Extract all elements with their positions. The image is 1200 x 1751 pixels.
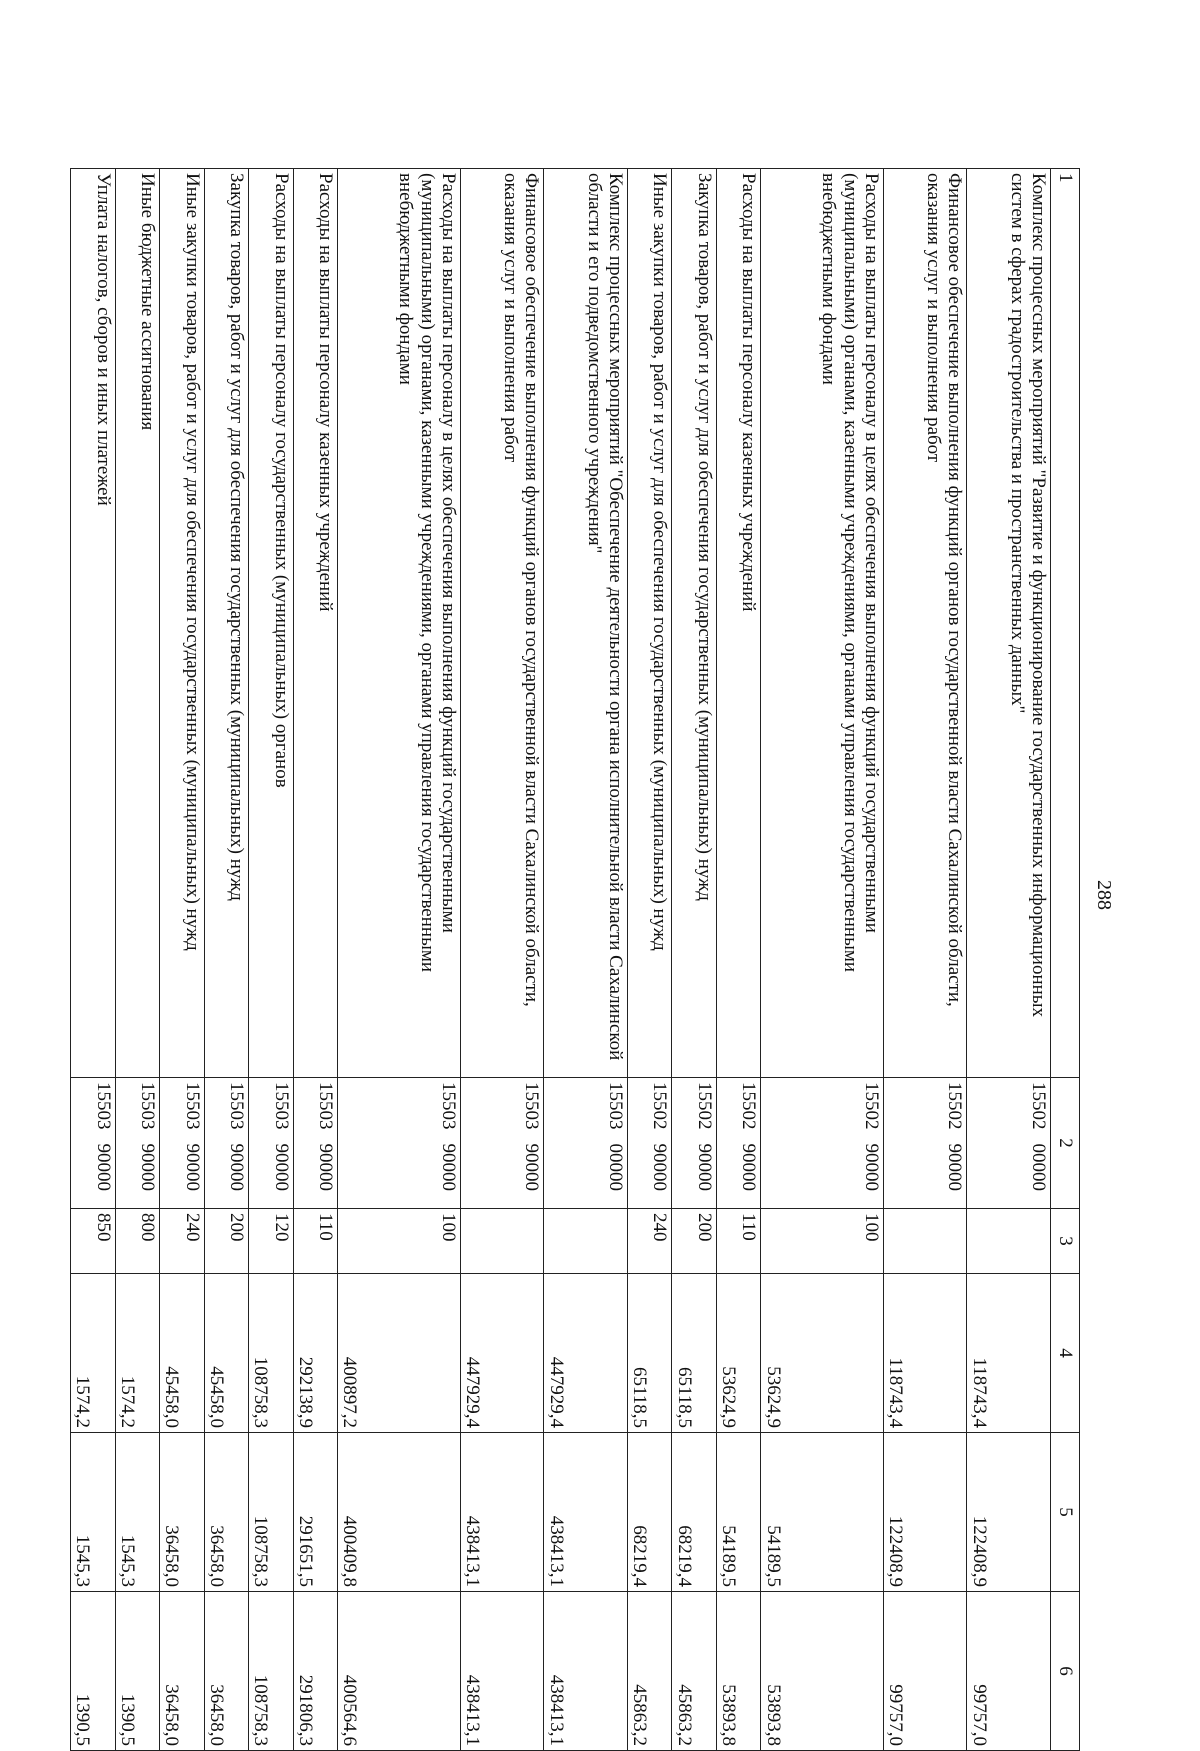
- row-code-program: 15503: [270, 1082, 292, 1130]
- row-code-program: 15502: [693, 1082, 715, 1130]
- row-value-col4: 292138,9: [293, 1274, 338, 1433]
- row-code: [160, 1078, 205, 1209]
- row-code-direction: 90000: [693, 1143, 715, 1191]
- page-number: 288: [1093, 880, 1115, 910]
- row-value-col4: 400897,2: [338, 1274, 461, 1433]
- row-expense-type: [544, 1209, 628, 1274]
- table-row: [204, 169, 249, 1751]
- row-code: [460, 1078, 544, 1209]
- row-expense-type: 100: [761, 1209, 884, 1274]
- row-code-program: 15502: [860, 1082, 882, 1130]
- row-code-direction: 90000: [437, 1143, 459, 1191]
- row-value-col6: 53893,8: [716, 1592, 761, 1751]
- header-col-4: 4: [1051, 1274, 1080, 1433]
- row-value-col5: 438413,1: [460, 1433, 544, 1592]
- row-expense-type: 850: [71, 1209, 116, 1274]
- row-code: [115, 1078, 160, 1209]
- row-value-col5: 1545,3: [71, 1433, 116, 1592]
- row-code-program: 15502: [649, 1082, 671, 1130]
- row-value-col4: 1574,2: [71, 1274, 116, 1433]
- row-code: [71, 1078, 116, 1209]
- row-value-col6: 36458,0: [160, 1592, 205, 1751]
- table-row: [761, 169, 884, 1751]
- row-value-col6: 438413,1: [460, 1592, 544, 1751]
- row-name: Расходы на выплаты персоналу государственных (муниципальных) органов: [249, 169, 294, 1078]
- row-code-direction: 90000: [521, 1143, 543, 1191]
- row-name: Закупка товаров, работ и услуг для обеспечения государственных (муниципальных) нужд: [672, 169, 717, 1078]
- row-expense-type: 240: [627, 1209, 672, 1274]
- row-name: Комплекс процессных мероприятий "Развитие и функционирование государственных информационных систем в сферах градостроительства и пространственных данных": [967, 169, 1051, 1078]
- row-value-col6: 291806,3: [293, 1592, 338, 1751]
- row-name: Финансовое обеспечение выполнения функций органов государственной власти Сахалинской области, оказания услуг и выполнения работ: [460, 169, 544, 1078]
- row-code-direction: 90000: [649, 1143, 671, 1191]
- row-value-col5: 400409,8: [338, 1433, 461, 1592]
- header-col-6: 6: [1051, 1592, 1080, 1751]
- row-code-direction: 90000: [137, 1143, 159, 1191]
- table-row: [249, 169, 294, 1751]
- row-name: Иные бюджетные ассигнования: [115, 169, 160, 1078]
- row-value-col5: 68219,4: [627, 1433, 672, 1592]
- budget-table-grid: [70, 168, 1080, 1751]
- row-expense-type: 100: [338, 1209, 461, 1274]
- row-expense-type: 120: [249, 1209, 294, 1274]
- row-value-col6: 36458,0: [204, 1592, 249, 1751]
- row-code-program: 15502: [738, 1082, 760, 1130]
- row-name: Расходы на выплаты персоналу казенных учреждений: [293, 169, 338, 1078]
- row-code-direction: 00000: [1028, 1143, 1049, 1191]
- table-row: [627, 169, 672, 1751]
- row-value-col6: 400564,6: [338, 1592, 461, 1751]
- row-value-col4: 118743,4: [883, 1274, 967, 1433]
- row-code: [967, 1078, 1051, 1209]
- row-value-col6: 53893,8: [761, 1592, 884, 1751]
- table-row: [716, 169, 761, 1751]
- row-value-col5: 36458,0: [160, 1433, 205, 1592]
- row-code-direction: 90000: [860, 1143, 882, 1191]
- row-name: Иные закупки товаров, работ и услуг для обеспечения государственных (муниципальных) нужд: [160, 169, 205, 1078]
- row-code: [716, 1078, 761, 1209]
- header-col-1: 1: [1051, 169, 1080, 1078]
- row-code-direction: 90000: [944, 1143, 966, 1191]
- table-row: [338, 169, 461, 1751]
- table-row: [967, 169, 1051, 1751]
- row-name: Расходы на выплаты персоналу казенных учреждений: [716, 169, 761, 1078]
- row-value-col4: 65118,5: [672, 1274, 717, 1433]
- row-code-direction: 90000: [226, 1143, 248, 1191]
- header-col-3: 3: [1051, 1209, 1080, 1274]
- row-code-direction: 90000: [270, 1143, 292, 1191]
- row-value-col5: 438413,1: [544, 1433, 628, 1592]
- table-header-row: [1051, 169, 1080, 1751]
- row-value-col4: 45458,0: [204, 1274, 249, 1433]
- row-value-col4: 53624,9: [716, 1274, 761, 1433]
- row-code: [761, 1078, 884, 1209]
- row-value-col5: 68219,4: [672, 1433, 717, 1592]
- table-row: [71, 169, 116, 1751]
- row-name: Закупка товаров, работ и услуг для обеспечения государственных (муниципальных) нужд: [204, 169, 249, 1078]
- table-row: [293, 169, 338, 1751]
- budget-table: [70, 168, 1080, 1746]
- row-value-col4: 118743,4: [967, 1274, 1051, 1433]
- row-value-col6: 45863,2: [627, 1592, 672, 1751]
- row-code: [293, 1078, 338, 1209]
- row-expense-type: 200: [204, 1209, 249, 1274]
- row-code-direction: 90000: [315, 1143, 337, 1191]
- row-code: [249, 1078, 294, 1209]
- row-code-program: 15503: [604, 1082, 626, 1130]
- row-value-col5: 36458,0: [204, 1433, 249, 1592]
- row-code-direction: 00000: [604, 1143, 626, 1191]
- row-value-col4: 53624,9: [761, 1274, 884, 1433]
- table-row: [460, 169, 544, 1751]
- row-name: Финансовое обеспечение выполнения функций органов государственной власти Сахалинской области, оказания услуг и выполнения работ: [883, 169, 967, 1078]
- row-name: Расходы на выплаты персоналу в целях обеспечения выполнения функций государственными (муниципальными) органами, казенными учреждениями, органами управления государственными внебюджетными фондами: [338, 169, 461, 1078]
- row-expense-type: 200: [672, 1209, 717, 1274]
- row-value-col4: 45458,0: [160, 1274, 205, 1433]
- row-code-program: 15503: [181, 1082, 203, 1130]
- row-value-col5: 54189,5: [716, 1433, 761, 1592]
- row-value-col5: 122408,9: [883, 1433, 967, 1592]
- row-name: Иные закупки товаров, работ и услуг для обеспечения государственных (муниципальных) нужд: [627, 169, 672, 1078]
- row-value-col5: 54189,5: [761, 1433, 884, 1592]
- row-value-col4: 447929,4: [460, 1274, 544, 1433]
- row-name: Расходы на выплаты персоналу в целях обеспечения выполнения функций государственными (муниципальными) органами, казенными учреждениями, органами управления государственными внебюджетными фондами: [761, 169, 884, 1078]
- row-value-col4: 447929,4: [544, 1274, 628, 1433]
- row-code-direction: 90000: [181, 1143, 203, 1191]
- header-col-2: 2: [1051, 1078, 1080, 1209]
- row-value-col6: 99757,0: [883, 1592, 967, 1751]
- row-value-col5: 122408,9: [967, 1433, 1051, 1592]
- header-col-5: 5: [1051, 1433, 1080, 1592]
- row-code: [672, 1078, 717, 1209]
- row-code: [338, 1078, 461, 1209]
- row-value-col6: 1390,5: [115, 1592, 160, 1751]
- row-code-program: 15502: [944, 1082, 966, 1130]
- row-code-direction: 90000: [92, 1143, 114, 1191]
- table-row: [544, 169, 628, 1751]
- row-name: Комплекс процессных мероприятий "Обеспечение деятельности органа исполнительной власти Сахалинской области и его подведомственного учреждения": [544, 169, 628, 1078]
- row-expense-type: [883, 1209, 967, 1274]
- row-value-col4: 65118,5: [627, 1274, 672, 1433]
- row-value-col6: 438413,1: [544, 1592, 628, 1751]
- row-value-col6: 108758,3: [249, 1592, 294, 1751]
- table-row: [115, 169, 160, 1751]
- row-code-program: 15503: [437, 1082, 459, 1130]
- row-expense-type: 800: [115, 1209, 160, 1274]
- row-code: [204, 1078, 249, 1209]
- row-value-col5: 108758,3: [249, 1433, 294, 1592]
- row-value-col5: 291651,5: [293, 1433, 338, 1592]
- row-value-col4: 1574,2: [115, 1274, 160, 1433]
- row-expense-type: [460, 1209, 544, 1274]
- row-name: Уплата налогов, сборов и иных платежей: [71, 169, 116, 1078]
- row-code: [627, 1078, 672, 1209]
- row-code-direction: 90000: [738, 1143, 760, 1191]
- table-row: [672, 169, 717, 1751]
- row-code-program: 15503: [226, 1082, 248, 1130]
- table-row: [160, 169, 205, 1751]
- row-expense-type: 110: [716, 1209, 761, 1274]
- row-value-col5: 1545,3: [115, 1433, 160, 1592]
- row-code-program: 15502: [1028, 1082, 1049, 1130]
- row-value-col6: 99757,0: [967, 1592, 1051, 1751]
- row-code: [544, 1078, 628, 1209]
- row-value-col6: 45863,2: [672, 1592, 717, 1751]
- row-code-program: 15503: [137, 1082, 159, 1130]
- row-expense-type: 110: [293, 1209, 338, 1274]
- row-code-program: 15503: [521, 1082, 543, 1130]
- row-code: [883, 1078, 967, 1209]
- table-body: [71, 169, 1051, 1751]
- row-code-program: 15503: [315, 1082, 337, 1130]
- row-expense-type: 240: [160, 1209, 205, 1274]
- row-value-col6: 1390,5: [71, 1592, 116, 1751]
- row-code-program: 15503: [92, 1082, 114, 1130]
- table-row: [883, 169, 967, 1751]
- row-expense-type: [967, 1209, 1051, 1274]
- row-value-col4: 108758,3: [249, 1274, 294, 1433]
